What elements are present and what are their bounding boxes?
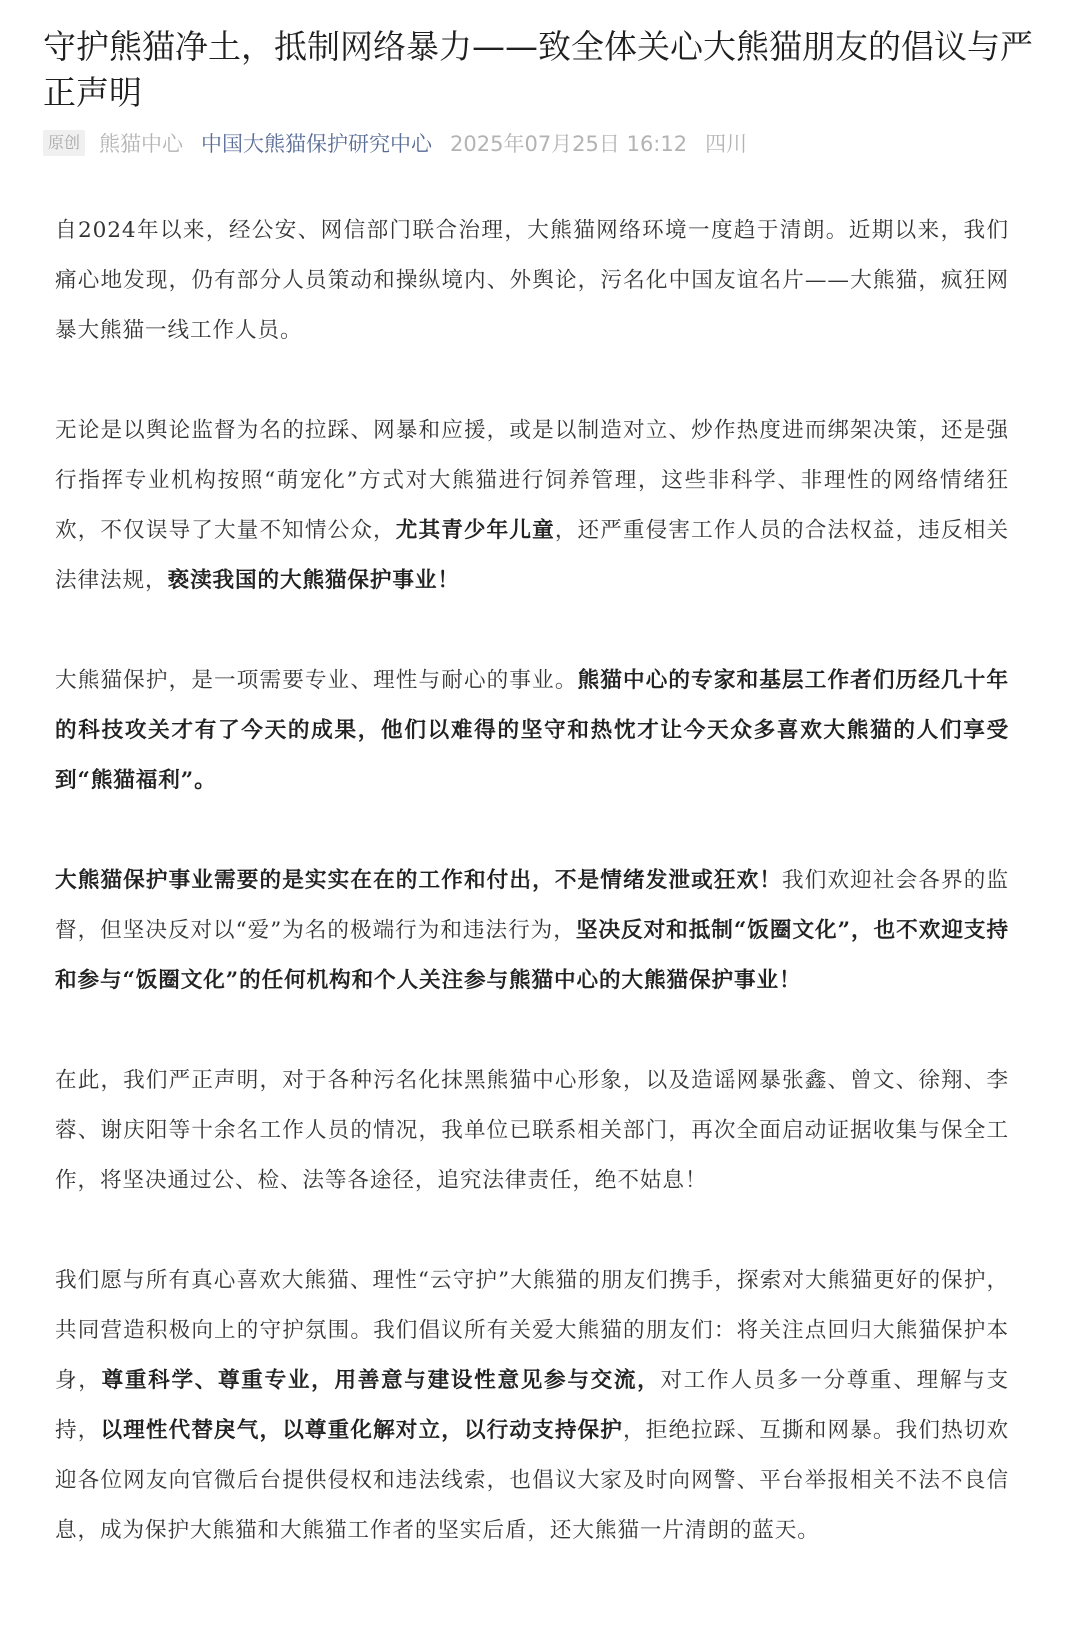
article-paragraph xyxy=(55,1256,1009,1556)
author-name: 熊猫中心 xyxy=(99,132,184,156)
article-paragraph xyxy=(55,406,1009,606)
text-segment: 大熊猫保护，是一项需要专业、理性与耐心的事业。 xyxy=(55,668,578,693)
article-paragraph xyxy=(55,656,1009,806)
text-segment: 自2024年以来，经公安、网信部门联合治理，大熊猫网络环境一度趋于清朗。近期以来，我们痛心地发现，仍有部分人员策动和操纵境内、外舆论，污名化中国友谊名片——大熊猫，疯狂网暴大熊猫一线工作人员。 xyxy=(55,218,1009,343)
bold-text-segment: 熊猫中心的专家和基层工作者们历经几十年的科技攻关才有了今天的成果，他们以难得的坚守和热忱才让今天众多喜欢大熊猫的人们享受到“熊猫福利”。 xyxy=(55,668,1009,793)
text-segment: 我们欢迎社会各界的监督，但坚决反对以“爱”为名的极端行为和违法行为， xyxy=(55,868,1009,943)
article-body xyxy=(55,206,1009,1606)
bold-text-segment: 亵渎我国的大熊猫保护事业！ xyxy=(167,568,460,593)
text-segment: ，还严重侵害工作人员的合法权益，违反相关法律法规， xyxy=(55,518,1009,593)
text-segment: 我们愿与所有真心喜欢大熊猫、理性“云守护”大熊猫的朋友们携手，探索对大熊猫更好的保护，共同营造积极向上的守护氛围。我们倡议所有关爱大熊猫的朋友们：将关注点回归大熊猫保护本身， xyxy=(55,1268,1009,1393)
bold-text-segment: 尊重科学、尊重专业，用善意与建设性意见参与交流， xyxy=(101,1368,661,1393)
publish-location: 四川 xyxy=(705,132,748,156)
bold-text-segment: 坚决反对和抵制“饭圈文化”，也不欢迎支持和参与“饭圈文化”的任何机构和个人关注参与熊猫中心的大熊猫保护事业！ xyxy=(55,918,1010,993)
text-segment: 无论是以舆论监督为名的拉踩、网暴和应援，或是以制造对立、炒作热度进而绑架决策，还是强行指挥专业机构按照“萌宠化”方式对大熊猫进行饲养管理，这些非科学、非理性的网络情绪狂欢，不仅误导了大量不知情公众， xyxy=(55,418,1009,543)
account-name-link[interactable]: 中国大熊猫保护研究中心 xyxy=(201,132,433,156)
article-paragraph xyxy=(55,206,1009,356)
text-segment: ，拒绝拉踩、互撕和网暴。我们热切欢迎各位网友向官微后台提供侵权和违法线索，也倡议大家及时向网警、平台举报相关不法不良信息，成为保护大熊猫和大熊猫工作者的坚实后盾，还大熊猫一片清朗的蓝天。 xyxy=(55,1418,1009,1543)
text-segment: 对工作人员多一分尊重、理解与支持， xyxy=(55,1368,1009,1443)
text-segment: 在此，我们严正声明，对于各种污名化抹黑熊猫中心形象，以及造谣网暴张鑫、曾文、徐翔、李蓉、谢庆阳等十余名工作人员的情况，我单位已联系相关部门，再次全面启动证据收集与保全工作，将坚决通过公、检、法等各途径，追究法律责任，绝不姑息！ xyxy=(55,1068,1009,1193)
bold-text-segment: 以理性代替戾气，以尊重化解对立，以行动支持保护 xyxy=(100,1418,623,1443)
bold-text-segment: 尤其青少年儿童 xyxy=(395,518,555,543)
bold-text-segment: 大熊猫保护事业需要的是实实在在的工作和付出，不是情绪发泄或狂欢！ xyxy=(55,868,783,893)
publish-datetime: 2025年07月25日 16:12 xyxy=(450,132,688,156)
original-badge: 原创 xyxy=(43,130,85,156)
article-paragraph xyxy=(55,856,1009,1006)
article-title: 守护熊猫净土，抵制网络暴力——致全体关心大熊猫朋友的倡议与严正声明 xyxy=(43,27,1033,112)
article-meta xyxy=(43,129,747,157)
article-paragraph xyxy=(55,1056,1009,1206)
